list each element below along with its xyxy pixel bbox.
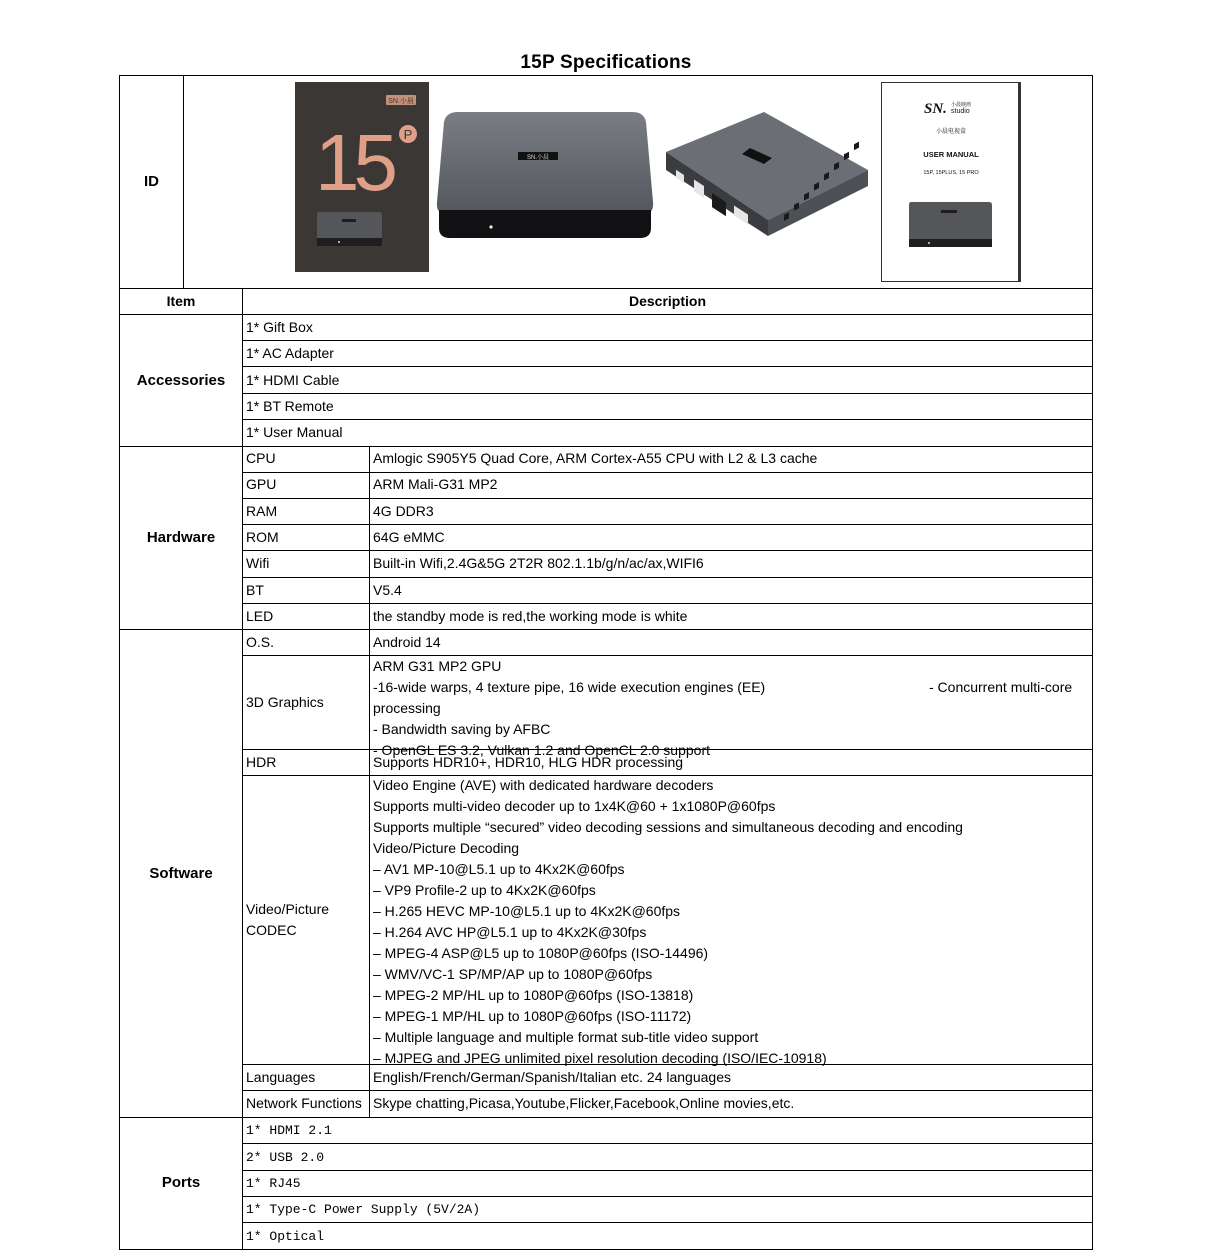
hardware-value: 4G DDR3 — [373, 503, 434, 519]
codec-key-line: CODEC — [246, 922, 297, 938]
graphics-line: ARM G31 MP2 GPU — [373, 658, 502, 674]
port-item: 1* Type-C Power Supply (5V/2A) — [246, 1202, 481, 1217]
manual-logo-studio: studio — [951, 108, 970, 115]
accessory-item: 1* HDMI Cable — [246, 372, 340, 388]
codec-line: – H.265 HEVC MP-10@L5.1 up to 4Kx2K@60fps — [373, 903, 681, 919]
graphics-key: 3D Graphics — [246, 694, 324, 710]
manual-logo-cn: 小晨映画 — [951, 102, 972, 108]
hardware-key: Wifi — [246, 555, 270, 571]
port-item: 1* RJ45 — [246, 1176, 301, 1191]
codec-line: – WMV/VC-1 SP/MP/AP up to 1080P@60fps — [373, 966, 653, 982]
hardware-key: ROM — [246, 529, 279, 545]
user-manual-image — [881, 82, 1021, 282]
box-brand-text: SN.小晨 — [388, 98, 414, 105]
device-logo-text: SN.小晨 — [526, 155, 550, 161]
hardware-value: ARM Mali-G31 MP2 — [373, 476, 498, 492]
accessory-item: 1* Gift Box — [246, 319, 313, 335]
codec-line: – Multiple language and multiple format sub-title video support — [373, 1029, 759, 1045]
box-model-sup: P — [403, 127, 413, 142]
codec-line: Supports multiple “secured” video decoding sessions and simultaneous decoding and encoding — [373, 819, 963, 835]
hardware-key: LED — [246, 608, 274, 624]
graphics-line: processing — [373, 700, 441, 716]
os-value: Android 14 — [373, 634, 441, 650]
codec-line: – AV1 MP-10@L5.1 up to 4Kx2K@60fps — [373, 861, 625, 877]
hdr-value: Supports HDR10+, HDR10, HLG HDR processing — [373, 754, 684, 770]
port-item: 1* Optical — [246, 1229, 325, 1244]
network-key: Network Functions — [246, 1095, 362, 1111]
network-value: Skype chatting,Picasa,Youtube,Flicker,Facebook,Online movies,etc. — [373, 1095, 795, 1111]
ports-label: Ports — [161, 1174, 201, 1191]
hardware-key: RAM — [246, 503, 278, 519]
item-header: Item — [166, 293, 196, 309]
device-side-image — [664, 110, 870, 242]
gift-box-image — [295, 82, 429, 272]
codec-line: – H.264 AVC HP@L5.1 up to 4Kx2K@30fps — [373, 924, 647, 940]
languages-key: Languages — [246, 1069, 316, 1085]
hardware-key: BT — [246, 582, 264, 598]
hardware-key: GPU — [246, 476, 277, 492]
accessory-item: 1* AC Adapter — [246, 345, 334, 361]
graphics-line: -16-wide warps, 4 texture pipe, 16 wide execution engines (EE) — [373, 679, 766, 695]
codec-value — [373, 775, 1091, 1064]
hardware-value: the standby mode is red,the working mode is white — [373, 608, 688, 624]
manual-logo-main: SN. — [924, 101, 947, 117]
accessories-label: Accessories — [136, 372, 226, 389]
codec-line: Supports multi-video decoder up to 1x4K@60 + 1x1080P@60fps — [373, 798, 776, 814]
manual-subtitle: 小晨电视盒 — [935, 129, 967, 135]
codec-line: – VP9 Profile-2 up to 4Kx2K@60fps — [373, 882, 596, 898]
codec-line: – MJPEG and JPEG unlimited pixel resolution decoding (ISO/IEC-10918) — [373, 1050, 827, 1066]
manual-title: USER MANUAL — [923, 150, 979, 159]
codec-key — [246, 899, 366, 941]
device-front-image — [436, 110, 654, 240]
graphics-value — [373, 656, 1091, 758]
hardware-label: Hardware — [146, 529, 216, 546]
hdr-key: HDR — [246, 754, 277, 770]
hardware-key: CPU — [246, 450, 276, 466]
description-header: Description — [628, 293, 706, 309]
codec-key-line: Video/Picture — [246, 901, 330, 917]
hardware-value: 64G eMMC — [373, 529, 445, 545]
page-title: 15P Specifications — [520, 52, 692, 73]
box-model-text: 15 — [315, 118, 392, 207]
codec-line: Video/Picture Decoding — [373, 840, 520, 856]
manual-models: 15P, 15PLUS, 15 PRO — [923, 170, 979, 176]
languages-value: English/French/German/Spanish/Italian etc. 24 languages — [373, 1069, 731, 1085]
codec-line: Video Engine (AVE) with dedicated hardware decoders — [373, 777, 714, 793]
port-item: 2* USB 2.0 — [246, 1150, 325, 1165]
port-item: 1* HDMI 2.1 — [246, 1123, 332, 1138]
id-label: ID — [144, 173, 159, 190]
codec-line: – MPEG-1 MP/HL up to 1080P@60fps (ISO-11172) — [373, 1008, 692, 1024]
hardware-value: Amlogic S905Y5 Quad Core, ARM Cortex-A55 CPU with L2 & L3 cache — [373, 450, 818, 466]
accessory-item: 1* User Manual — [246, 424, 343, 440]
graphics-line: - Bandwidth saving by AFBC — [373, 721, 551, 737]
os-key: O.S. — [246, 634, 275, 650]
codec-line: – MPEG-4 ASP@L5 up to 1080P@60fps (ISO-14496) — [373, 945, 709, 961]
hardware-value: V5.4 — [373, 582, 402, 598]
accessory-item: 1* BT Remote — [246, 398, 334, 414]
graphics-line: - Concurrent multi-core — [929, 679, 1073, 695]
codec-line: – MPEG-2 MP/HL up to 1080P@60fps (ISO-13818) — [373, 987, 694, 1003]
hardware-value: Built-in Wifi,2.4G&5G 2T2R 802.1.1b/g/n/ac/ax,WIFI6 — [373, 555, 704, 571]
software-label: Software — [149, 865, 213, 882]
graphics-line: - OpenGL ES 3.2, Vulkan 1.2 and OpenCL 2.0 support — [373, 742, 710, 758]
